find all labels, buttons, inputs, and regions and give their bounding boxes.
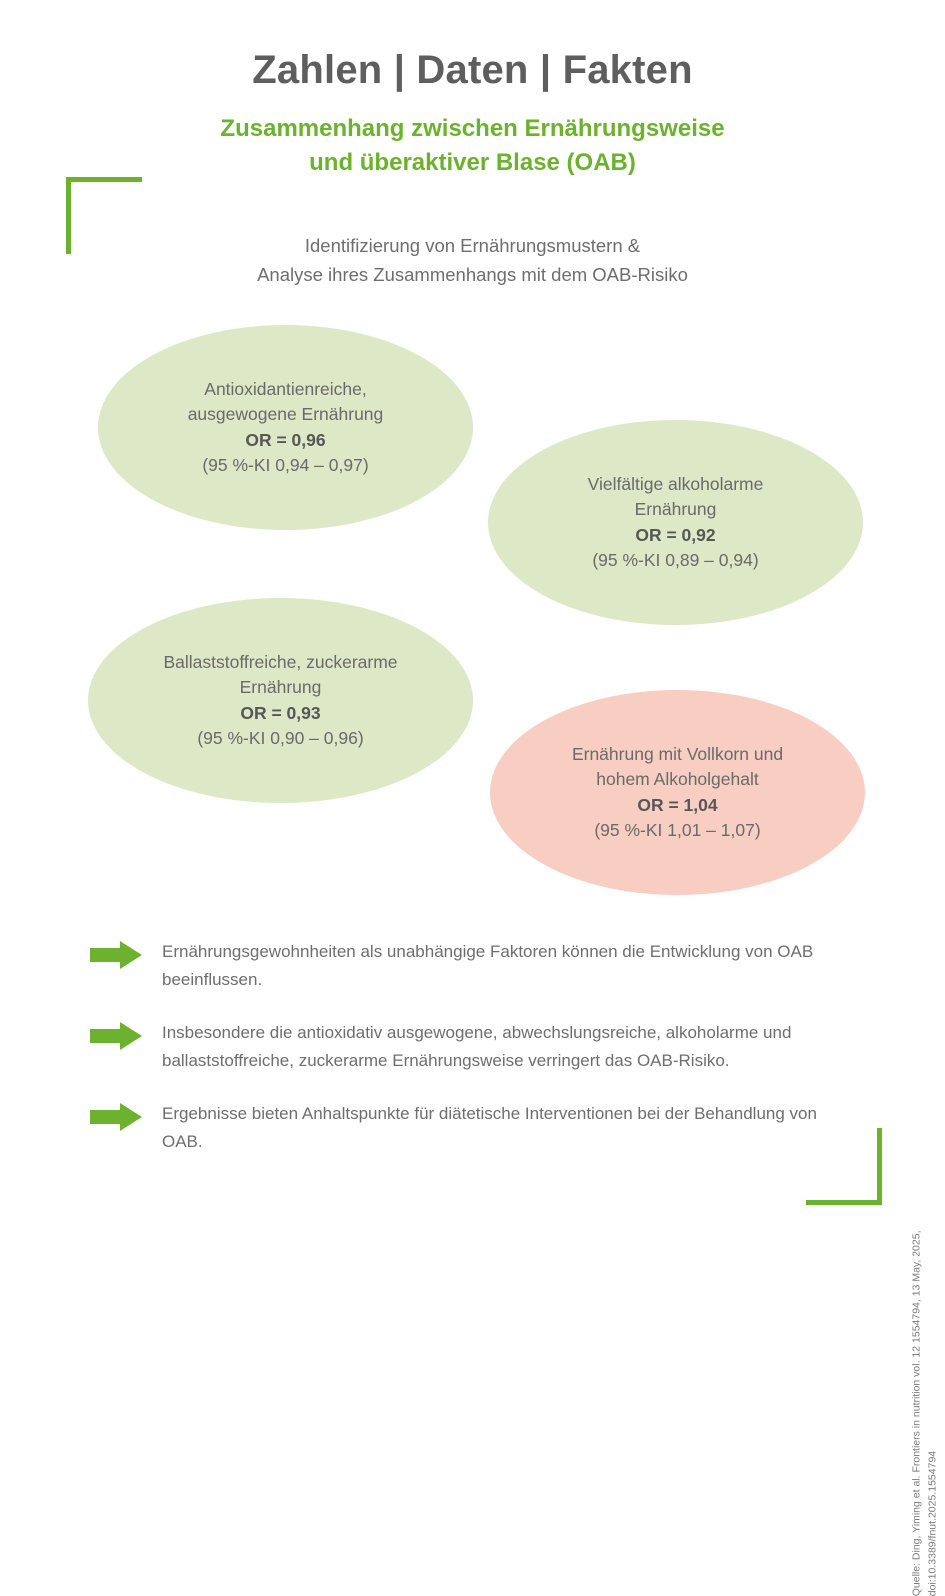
takeaway-text-3: Ergebnisse bieten Anhaltspunkte für diätetische Interventionen bei der Behandlung von OAB.	[162, 1104, 817, 1151]
confidence-interval-4: (95 %-KI 1,01 – 1,07)	[594, 820, 761, 841]
odds-ratio-value-2: OR = 0,92	[635, 524, 716, 545]
source-citation-line-1: Quelle: Ding, Yiming et al. Frontiers in nutrition vol. 12 1554794, 13 May, 2025,	[910, 1230, 923, 1596]
arrow-right-icon	[90, 940, 142, 970]
takeaway-list	[90, 938, 850, 1155]
takeaway-text-2: Insbesondere die antioxidativ ausgewogene, abwechslungsreiche, alkoholarme und ballaststoffreiche, zuckerarme Ernährungsweise verringert das OAB-Risiko.	[162, 1023, 792, 1070]
diet-pattern-bubble-3	[88, 598, 473, 803]
arrow-right-icon	[90, 1102, 142, 1132]
diet-pattern-label-2a: Vielfältige alkoholarme	[587, 473, 764, 494]
diet-pattern-label-3b: Ernährung	[239, 676, 322, 697]
page-subtitle-line-1: Zusammenhang zwischen Ernährungsweise	[220, 115, 725, 142]
page-subtitle	[0, 112, 945, 180]
diet-pattern-bubble-4	[490, 690, 865, 895]
takeaway-item-1	[90, 938, 850, 993]
diet-pattern-label-2b: Ernährung	[634, 498, 717, 519]
diet-pattern-bubble-1	[98, 325, 473, 530]
diet-pattern-label-4b: hohem Alkoholgehalt	[596, 768, 759, 789]
diet-pattern-label-1b: ausgewogene Ernährung	[187, 403, 384, 424]
arrow-right-icon	[90, 1021, 142, 1051]
odds-ratio-value-1: OR = 0,96	[245, 429, 326, 450]
confidence-interval-3: (95 %-KI 0,90 – 0,96)	[197, 728, 364, 749]
page-title: Zahlen | Daten | Fakten	[252, 48, 693, 92]
intro-text-line-2: Analyse ihres Zusammenhangs mit dem OAB-Risiko	[257, 263, 688, 285]
confidence-interval-2: (95 %-KI 0,89 – 0,94)	[592, 550, 759, 571]
confidence-interval-1: (95 %-KI 0,94 – 0,97)	[202, 455, 369, 476]
intro-text-line-1: Identifizierung von Ernährungsmustern &	[304, 235, 641, 256]
takeaway-text-1: Ernährungsgewohnheiten als unabhängige Faktoren können die Entwicklung von OAB beeinflussen.	[162, 942, 814, 989]
page-subtitle-line-2: und überaktiver Blase (OAB)	[309, 149, 636, 177]
intro-text	[0, 232, 945, 290]
diet-pattern-label-3a: Ballaststoffreiche, zuckerarme	[163, 651, 398, 672]
diet-pattern-label-1a: Antioxidantienreiche,	[204, 378, 367, 399]
odds-ratio-value-3: OR = 0,93	[240, 702, 321, 723]
diet-pattern-bubble-2	[488, 420, 863, 625]
source-citation	[910, 1230, 942, 1596]
source-citation-line-2: doi:10.3389/fnut.2025.1554794	[926, 1450, 939, 1596]
takeaway-item-3	[90, 1100, 850, 1155]
diet-pattern-label-4a: Ernährung mit Vollkorn und	[571, 743, 784, 764]
takeaway-item-2	[90, 1019, 850, 1074]
odds-ratio-value-4: OR = 1,04	[637, 794, 718, 815]
